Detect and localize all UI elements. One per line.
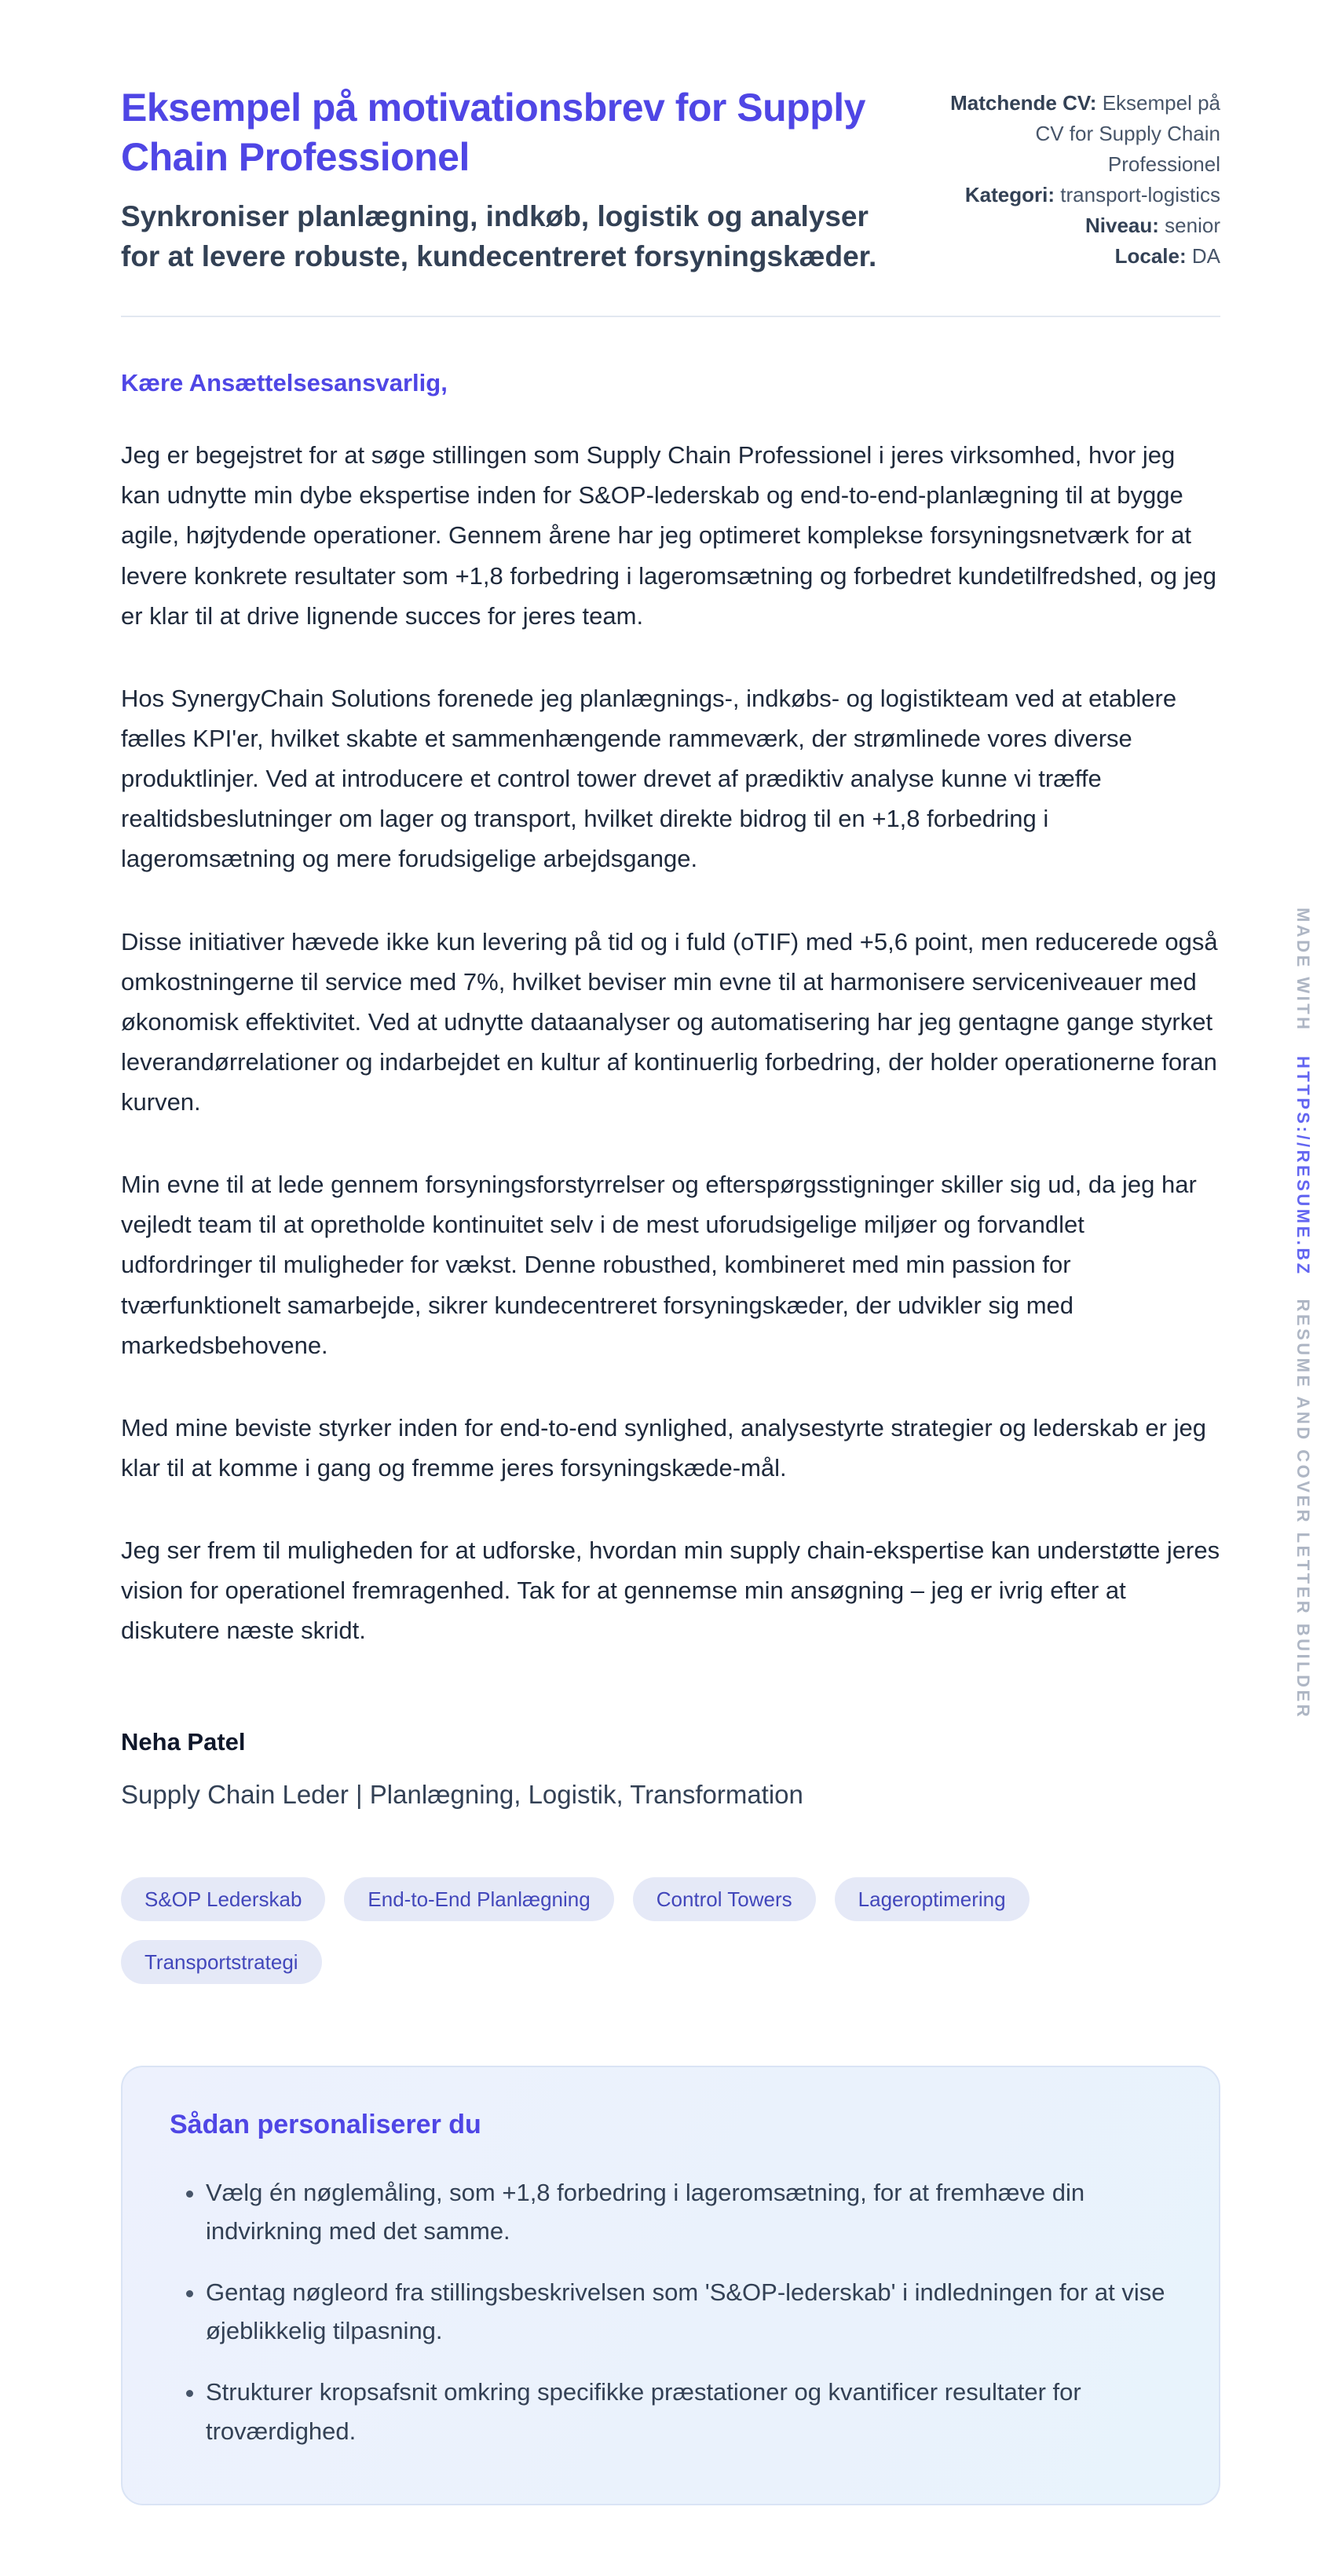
header <box>121 83 1220 276</box>
meta-value-category: transport-logistics <box>1060 183 1220 206</box>
tip-item-3: • Strukturer kropsafsnit omkring specifikke præstationer og kvantificer resultater for troværdighed. <box>206 2373 1172 2450</box>
letter-paragraph-2: Hos SynergyChain Solutions forenede jeg planlægnings-, indkøbs- og logistikteam ved at etablere fælles KPI'er, hvilket skabte et sammenhængende rammeværk, der strømlinede vores diverse produktlinjer. Ved at introducere et control tower drevet af prædiktiv analyse kunne vi træffe realtidsbeslutninger om lager og transport, hvilket direkte bidrog til en +1,8 forbedring i lageromsætning og mere forudsigelige arbejdsgange. <box>121 684 1177 873</box>
watermark-prefix: MADE WITH <box>1293 908 1313 1032</box>
meta-locale <box>938 241 1220 272</box>
meta-level <box>938 210 1220 241</box>
tag-pill-lageroptimering: Lageroptimering <box>835 1877 1030 1921</box>
watermark <box>1293 908 1313 1719</box>
letter-paragraph-4: Min evne til at lede gennem forsyningsforstyrrelser og efterspørgsstigninger skiller sig ud, da jeg har vejledt team til at opretholde kontinuitet selv i de mest uforudsigelige miljøer og forvandlet udfordringer til muligheder for vækst. Denne robusthed, kombineret med min passion for tværfunktionelt samarbejde, sikrer kundecentreret forsyningskæder, der udvikler sig med markedsbehovene. <box>121 1171 1197 1359</box>
letter-paragraph-1: Jeg er begejstret for at søge stillingen som Supply Chain Professionel i jeres virksomhed, hvor jeg kan udnytte min dybe ekspertise inden for S&OP-lederskab og end-to-end-planlægning til at bygge agile, højtydende operationer. Gennem årene har jeg optimeret komplekse forsyningsnetværk for at levere konkrete resultater som +1,8 forbedring i lageromsætning og forbedret kundetilfredshed, og jeg er klar til at drive lignende succes for jeres team. <box>121 441 1216 630</box>
header-divider <box>121 316 1220 317</box>
watermark-link[interactable]: HTTPS://RESUME.BZ <box>1293 1055 1313 1277</box>
meta-value-matching-cv: Eksempel på CV for Supply Chain Professionel <box>1035 91 1220 176</box>
tips-card <box>121 2066 1220 2506</box>
meta-matching-cv <box>938 88 1220 180</box>
signature-title: Supply Chain Leder | Planlægning, Logistik, Transformation <box>121 1779 803 1809</box>
header-title-block <box>121 83 900 276</box>
signature-name: Neha Patel <box>121 1727 246 1756</box>
letter-body <box>121 369 1220 1810</box>
meta-category <box>938 180 1220 210</box>
meta-label-matching-cv: Matchende CV: <box>950 91 1097 115</box>
meta-value-level: senior <box>1165 214 1220 237</box>
tag-pill-control-towers: Control Towers <box>633 1877 816 1921</box>
watermark-suffix: RESUME AND COVER LETTER BUILDER <box>1293 1299 1313 1720</box>
tag-pill-end-to-end-planlaegning: End-to-End Planlægning <box>344 1877 613 1921</box>
tag-list <box>121 1877 1220 1984</box>
tag-pill-sop-lederskab: S&OP Lederskab <box>121 1877 325 1921</box>
meta-value-locale: DA <box>1191 244 1220 268</box>
tag-pill-transportstrategi: Transportstrategi <box>121 1940 322 1984</box>
tips-title: Sådan personaliserer du <box>170 2109 481 2139</box>
letter-paragraph-6: Jeg ser frem til muligheden for at udforske, hvordan min supply chain-ekspertise kan understøtte jeres vision for operationel fremragenhed. Tak for at gennemse min ansøgning – jeg er ivrig efter at diskutere næste skridt. <box>121 1536 1220 1645</box>
letter-paragraph-3: Disse initiativer hævede ikke kun levering på tid og i fuld (oTIF) med +5,6 point, men reducerede også omkostningerne til service med 7%, hvilket beviser min evne til at harmonisere serviceniveauer med økonomisk effektivitet. Ved at udnytte dataanalyser og automatisering har jeg gentagne gange styrket leverandørrelationer og indarbejdet en kultur af kontinuerlig forbedring, der holder operationerne foran kurven. <box>121 927 1218 1116</box>
meta-label-category: Kategori: <box>964 183 1055 206</box>
meta-label-locale: Locale: <box>1114 244 1187 268</box>
tip-item-1: • Vælg én nøglemåling, som +1,8 forbedring i lageromsætning, for at fremhæve din indvirkning med det samme. <box>206 2173 1172 2251</box>
page-subtitle: Synkroniser planlægning, indkøb, logistik og analyser for at levere robuste, kundecentreret forsyningskæder. <box>121 200 877 273</box>
tip-item-2: • Gentag nøgleord fra stillingsbeskrivelsen som 'S&OP-lederskab' i indledningen for at vise øjeblikkelig tilpasning. <box>206 2273 1172 2351</box>
letter-greeting: Kære Ansættelsesansvarlig, <box>121 369 448 397</box>
meta-label-level: Niveau: <box>1085 214 1159 237</box>
page-title: Eksempel på motivationsbrev for Supply Chain Professionel <box>121 86 865 179</box>
letter-paragraph-5: Med mine beviste styrker inden for end-to-end synlighed, analysestyrte strategier og lederskab er jeg klar til at komme i gang og fremme jeres forsyningskæde-mål. <box>121 1413 1206 1482</box>
tips-list <box>170 2173 1172 2451</box>
meta-panel <box>938 83 1220 272</box>
